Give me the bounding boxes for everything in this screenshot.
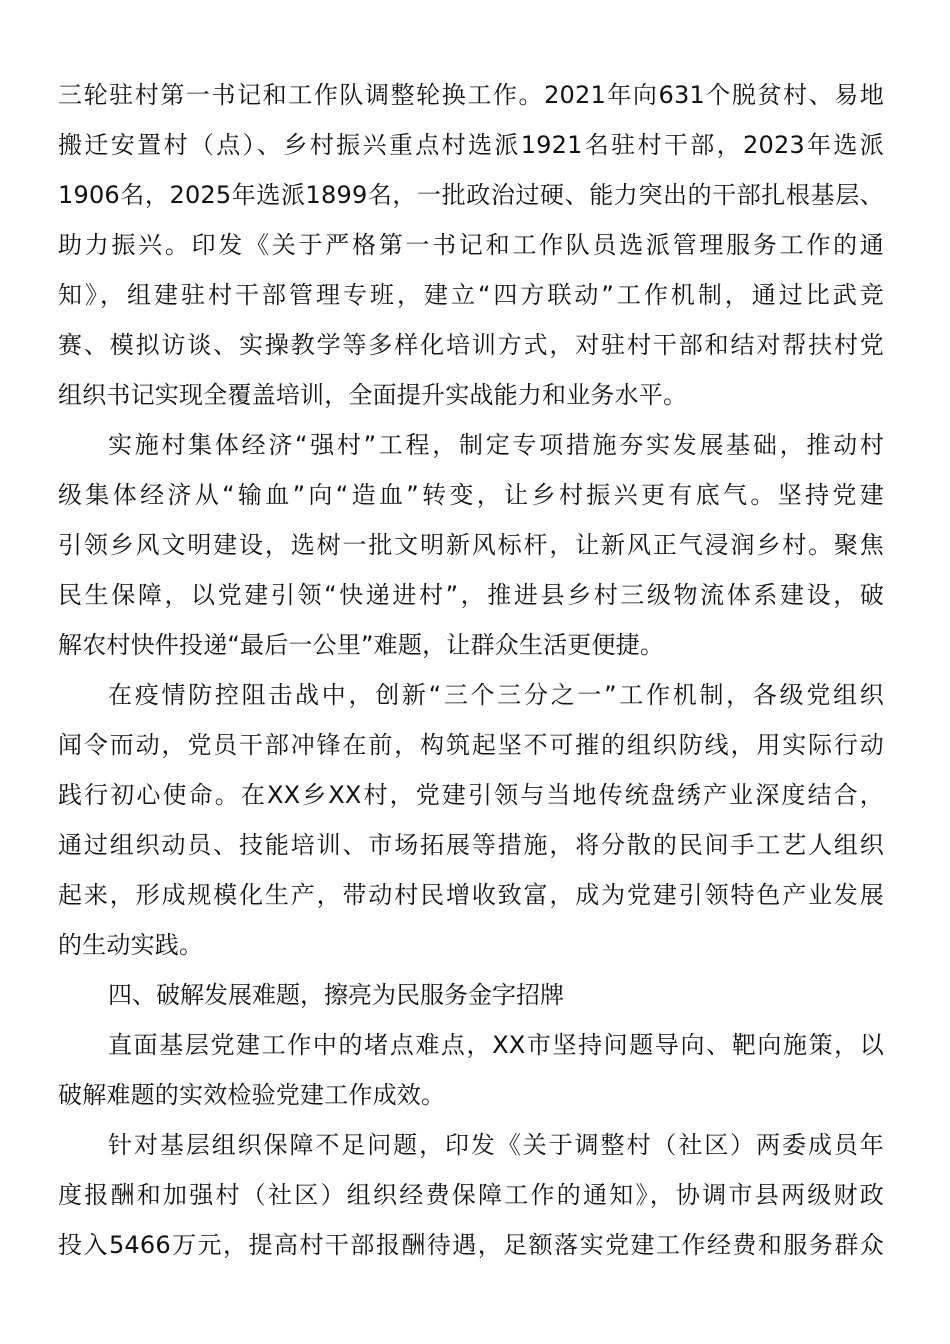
text-line: 组织书记实现全覆盖培训，全面提升实战能力和业务水平。	[58, 381, 688, 409]
text-line: 赛、模拟访谈、实操教学等多样化培训方式，对驻村干部和结对帮扶村党	[58, 331, 884, 359]
text-line: 助力振兴。印发《关于严格第一书记和工作队员选派管理服务工作的通	[58, 231, 884, 259]
paragraph-problem-oriented	[58, 1020, 884, 1120]
text-line: 1906名，2025年选派1899名，一批政治过硬、能力突出的干部扎根基层、	[58, 181, 884, 209]
paragraph-collective-economy	[58, 420, 884, 670]
text-line: 闻令而动，党员干部冲锋在前，构筑起坚不可摧的组织防线，用实际行动	[58, 731, 884, 759]
paragraph-village-cadres	[58, 70, 884, 420]
heading-text: 四、破解发展难题，擦亮为民服务金字招牌	[108, 981, 564, 1009]
text-line: 的生动实践。	[58, 931, 204, 959]
text-line: 知》，组建驻村干部管理专班，建立“四方联动”工作机制，通过比武竞	[58, 281, 884, 309]
text-line: 在疫情防控阻击战中，创新“三个三分之一”工作机制，各级党组织	[108, 681, 884, 709]
text-line: 搬迁安置村（点）、乡村振兴重点村选派1921名驻村干部，2023年选派	[58, 131, 884, 159]
text-line: 直面基层党建工作中的堵点难点，XX市坚持问题导向、靶向施策，以	[108, 1031, 884, 1059]
text-line: 解农村快件投递“最后一公里”难题，让群众生活更便捷。	[58, 631, 665, 659]
text-line: 针对基层组织保障不足问题，印发《关于调整村（社区）两委成员年	[108, 1131, 884, 1159]
text-line: 民生保障，以党建引领“快递进村”，推进县乡村三级物流体系建设，破	[58, 581, 884, 609]
text-line: 度报酬和加强村（社区）组织经费保障工作的通知》，协调市县两级财政	[58, 1181, 884, 1209]
text-line: 级集体经济从“输血”向“造血”转变，让乡村振兴更有底气。坚持党建	[58, 481, 884, 509]
text-line: 投入5466万元，提高村干部报酬待遇，足额落实党建工作经费和服务群众	[58, 1231, 884, 1259]
section-heading-4	[58, 970, 884, 1020]
document-page	[58, 70, 884, 1270]
text-line: 通过组织动员、技能培训、市场拓展等措施，将分散的民间手工艺人组织	[58, 831, 884, 859]
text-line: 破解难题的实效检验党建工作成效。	[58, 1081, 446, 1109]
text-line: 起来，形成规模化生产，带动村民增收致富，成为党建引领特色产业发展	[58, 881, 884, 909]
text-line: 践行初心使命。在XX乡XX村，党建引领与当地传统盘绣产业深度结合，	[58, 781, 884, 809]
paragraph-epidemic-prevention	[58, 670, 884, 970]
text-line: 三轮驻村第一书记和工作队调整轮换工作。2021年向631个脱贫村、易地	[58, 81, 884, 109]
text-line: 引领乡风文明建设，选树一批文明新风标杆，让新风正气浸润乡村。聚焦	[58, 531, 884, 559]
paragraph-organization-funding	[58, 1120, 884, 1270]
text-line: 实施村集体经济“强村”工程，制定专项措施夯实发展基础，推动村	[108, 431, 884, 459]
